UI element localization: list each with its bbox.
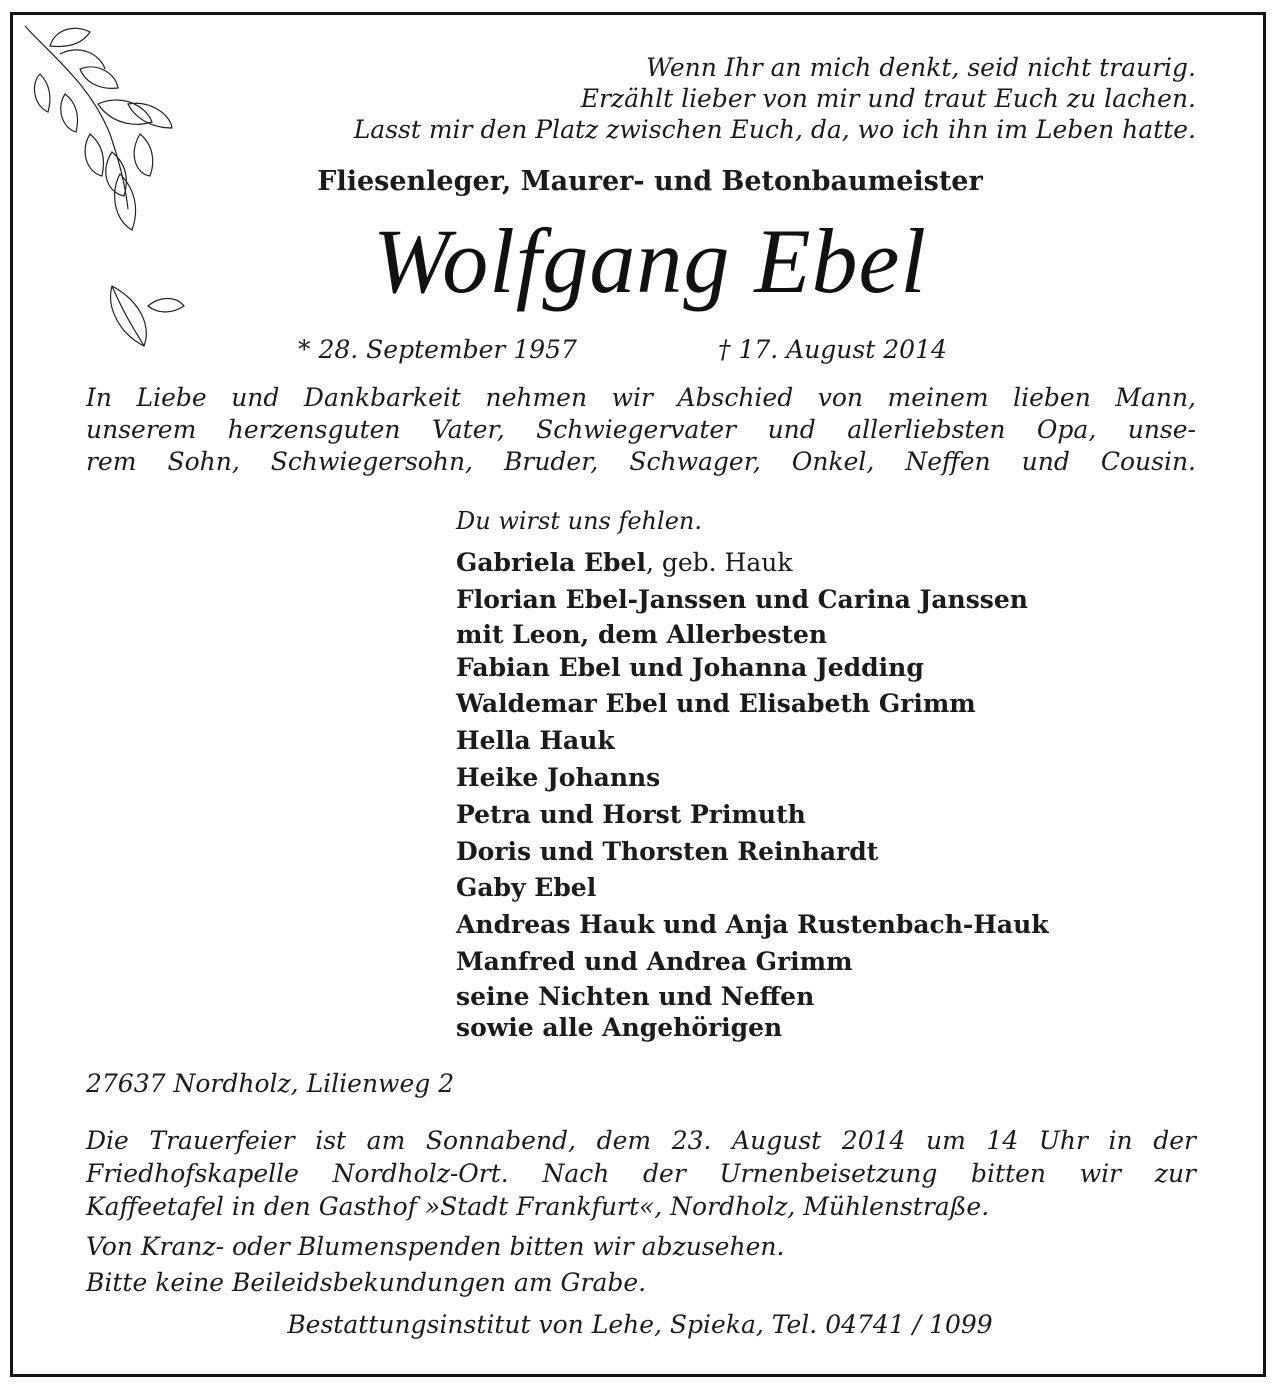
note-line: Bitte keine Beileidsbekundungen am Grabe.	[86, 1268, 647, 1297]
note-line: Von Kranz- oder Blumenspenden bitten wir abzusehen.	[86, 1232, 785, 1261]
family-member: Manfred und Andrea Grimm	[456, 946, 853, 976]
service-line: Friedhofskapelle Nordholz-Ort. Nach der Urnenbeisetzung bitten wir zur	[86, 1159, 1196, 1188]
profession: Fliesenleger, Maurer- und Betonbaumeister	[317, 166, 983, 197]
service-line: Kaffeetafel in den Gasthof »Stadt Frankfurt«, Nordholz, Mühlenstraße.	[86, 1192, 990, 1221]
farewell-line: rem Sohn, Schwiegersohn, Bruder, Schwager, Onkel, Neffen und Cousin.	[86, 447, 1196, 476]
address: 27637 Nordholz, Lilienweg 2	[86, 1069, 455, 1098]
family-member: Petra und Horst Primuth	[456, 799, 806, 829]
family-member: Fabian Ebel und Johanna Jedding	[456, 652, 924, 682]
family-member: seine Nichten und Neffen	[456, 981, 815, 1011]
notes	[86, 1229, 784, 1301]
family-member: Doris und Thorsten Reinhardt	[456, 836, 879, 866]
verse	[150, 52, 1196, 145]
family-list	[456, 545, 1049, 1043]
missing-text: Du wirst uns fehlen.	[456, 507, 702, 535]
family-member: Heike Johanns	[456, 762, 661, 792]
family-closing: sowie alle Angehörigen	[456, 1012, 783, 1042]
family-first-name: Gabriela Ebel	[456, 548, 646, 577]
family-member: Gaby Ebel	[456, 873, 597, 903]
family-member: mit Leon, dem Allerbesten	[456, 619, 828, 649]
service-line: Die Trauerfeier ist am Sonnabend, dem 23. August 2014 um 14 Uhr in der	[86, 1126, 1196, 1155]
family-member: Waldemar Ebel und Elisabeth Grimm	[456, 689, 976, 719]
verse-line: Lasst mir den Platz zwischen Euch, da, wo ich ihn im Leben hatte.	[353, 115, 1196, 144]
undertaker: Bestattungsinstitut von Lehe, Spieka, Tel. 04741 / 1099	[287, 1310, 993, 1339]
deceased-name: Wolfgang Ebel	[373, 210, 927, 312]
family-member: Andreas Hauk und Anja Rustenbach-Hauk	[456, 910, 1049, 940]
service-info	[86, 1124, 1196, 1223]
family-member: Hella Hauk	[456, 726, 615, 756]
family-member	[456, 545, 1049, 582]
verse-line: Erzählt lieber von mir und traut Euch zu lachen.	[580, 84, 1196, 113]
birth-date: * 28. September 1957	[298, 335, 577, 364]
farewell-line: In Liebe und Dankbarkeit nehmen wir Abschied von meinem lieben Mann,	[86, 383, 1196, 412]
farewell-text	[86, 382, 1196, 478]
family-member: Florian Ebel-Janssen und Carina Janssen	[456, 584, 1028, 614]
family-first-suffix: , geb. Hauk	[645, 548, 793, 577]
death-date: † 17. August 2014	[718, 335, 947, 364]
verse-line: Wenn Ihr an mich denkt, seid nicht traurig.	[646, 53, 1196, 82]
farewell-line: unserem herzensguten Vater, Schwiegervater und allerliebsten Opa, unse-	[86, 415, 1196, 444]
